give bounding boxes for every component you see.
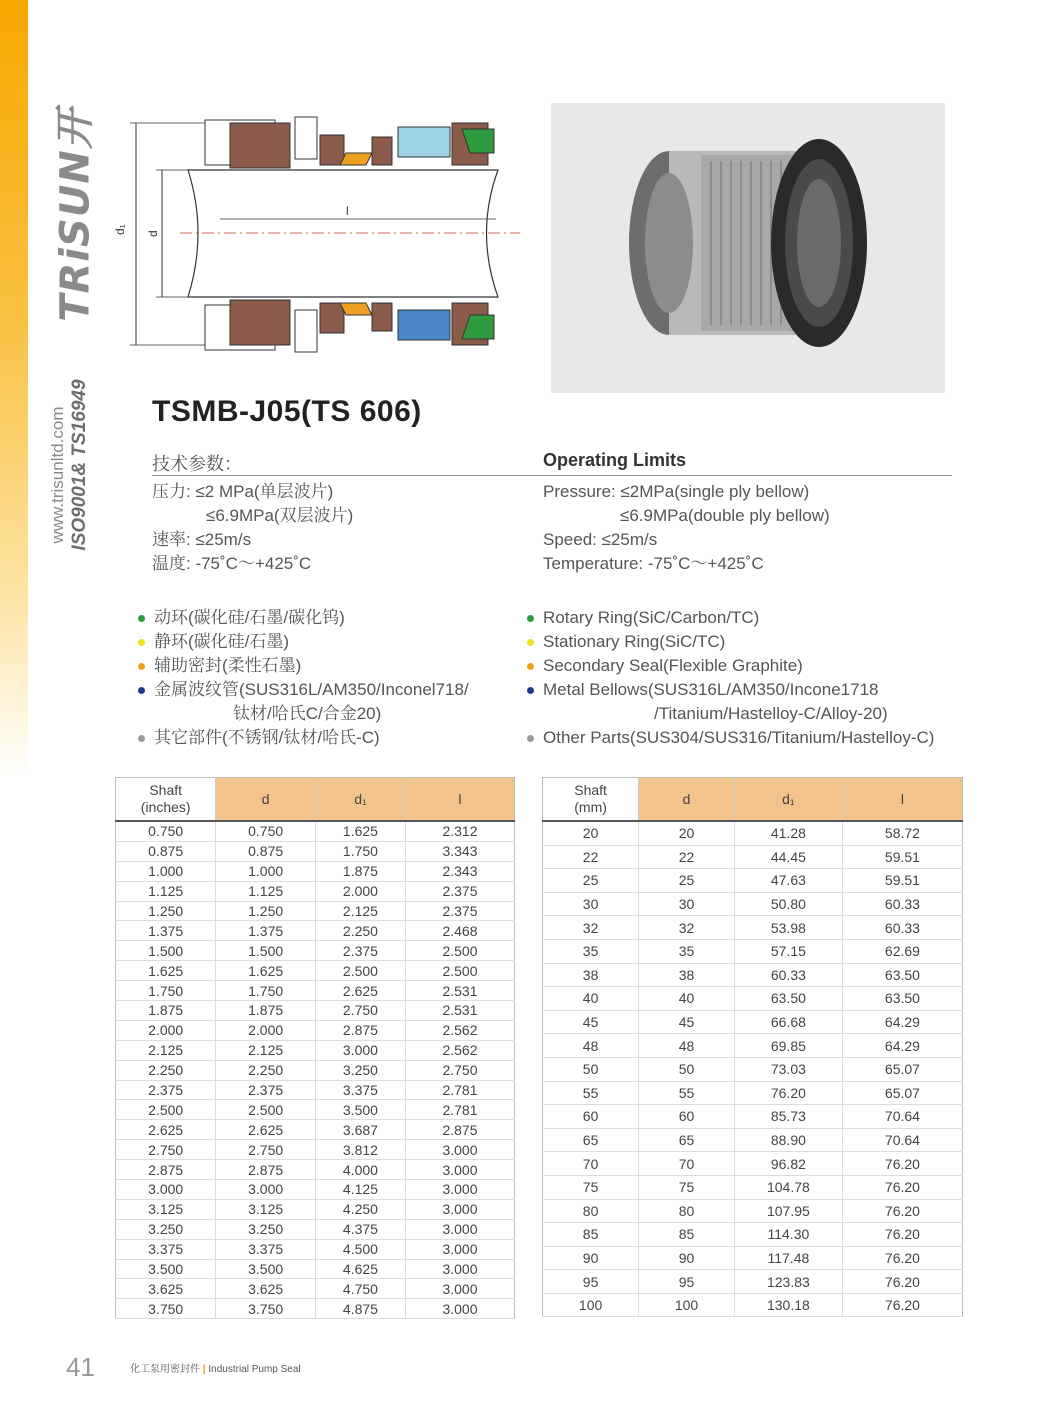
table-row xyxy=(116,1279,515,1299)
material-item: Other Parts(SUS304/SUS316/Titanium/Hastelloy-C) xyxy=(527,726,934,750)
table-cell: 3.000 xyxy=(405,1140,514,1160)
table-cell: 2.875 xyxy=(315,1020,405,1040)
table-row xyxy=(116,1140,515,1160)
table-cell: 2.750 xyxy=(216,1140,316,1160)
table-cell: 75 xyxy=(543,1175,639,1199)
table-cell: 3.343 xyxy=(405,841,514,861)
table-cell: 123.83 xyxy=(734,1270,842,1294)
table-cell: 58.72 xyxy=(842,821,962,845)
table-cell: 59.51 xyxy=(842,845,962,869)
table-cell: 3.375 xyxy=(116,1239,216,1259)
footer-separator: | xyxy=(202,1364,206,1375)
table-cell: 1.375 xyxy=(116,921,216,941)
table-cell: 80 xyxy=(543,1199,639,1223)
table-cell: 90 xyxy=(543,1246,639,1270)
footer-cn: 化工泵用密封件 xyxy=(130,1364,200,1375)
table-cell: 76.20 xyxy=(842,1199,962,1223)
table-cell: 2.125 xyxy=(116,1040,216,1060)
dimension-table-inches xyxy=(115,777,515,1319)
table-cell: 3.750 xyxy=(216,1299,316,1319)
table-cell: 73.03 xyxy=(734,1057,842,1081)
table-cell: 3.000 xyxy=(405,1279,514,1299)
table-cell: 3.625 xyxy=(116,1279,216,1299)
table-cell: 2.781 xyxy=(405,1100,514,1120)
table-cell: 44.45 xyxy=(734,845,842,869)
table-cell: 1.875 xyxy=(315,861,405,881)
col-d: d xyxy=(216,778,316,822)
table-row xyxy=(116,1160,515,1180)
table-cell: 60.33 xyxy=(842,916,962,940)
table-row xyxy=(543,1034,963,1058)
table-cell: 3.250 xyxy=(315,1060,405,1080)
table-cell: 65.07 xyxy=(842,1081,962,1105)
table-cell: 100 xyxy=(639,1293,735,1317)
table-cell: 2.375 xyxy=(116,1080,216,1100)
table-cell: 2.531 xyxy=(405,1001,514,1021)
table-cell: 1.750 xyxy=(315,841,405,861)
table-row xyxy=(543,1246,963,1270)
material-item: Secondary Seal(Flexible Graphite) xyxy=(527,654,934,678)
table-cell: 48 xyxy=(639,1034,735,1058)
table-cell: 76.20 xyxy=(842,1175,962,1199)
table-cell: 2.375 xyxy=(216,1080,316,1100)
table-cell: 1.625 xyxy=(216,961,316,981)
table-cell: 70.64 xyxy=(842,1128,962,1152)
table-cell: 47.63 xyxy=(734,869,842,893)
table-cell: 45 xyxy=(543,1010,639,1034)
table-cell: 2.750 xyxy=(116,1140,216,1160)
table-cell: 41.28 xyxy=(734,821,842,845)
table-cell: 1.000 xyxy=(116,861,216,881)
table-cell: 3.375 xyxy=(216,1239,316,1259)
table-row xyxy=(116,1219,515,1239)
table-cell: 3.000 xyxy=(405,1259,514,1279)
table-row xyxy=(116,981,515,1001)
bullet-dot-icon xyxy=(138,639,145,646)
page-number: 41 xyxy=(66,1352,95,1382)
table-cell: 2.250 xyxy=(116,1060,216,1080)
table-cell: 22 xyxy=(639,845,735,869)
table-row xyxy=(116,1001,515,1021)
table-cell: 2.468 xyxy=(405,921,514,941)
table-row xyxy=(116,921,515,941)
table-row xyxy=(543,1223,963,1247)
table-cell: 130.18 xyxy=(734,1293,842,1317)
table-row xyxy=(543,1057,963,1081)
table-cell: 1.125 xyxy=(216,881,316,901)
table-cell: 38 xyxy=(639,963,735,987)
table-cell: 85.73 xyxy=(734,1105,842,1129)
footer-en: Industrial Pump Seal xyxy=(208,1364,301,1375)
table-cell: 1.125 xyxy=(116,881,216,901)
table-cell: 38 xyxy=(543,963,639,987)
table-cell: 3.000 xyxy=(405,1199,514,1219)
table-cell: 1.875 xyxy=(216,1001,316,1021)
col-d1: d₁ xyxy=(734,778,842,822)
material-item: 金属波纹管(SUS316L/AM350/Inconel718/ xyxy=(138,678,469,702)
brand-block xyxy=(42,108,102,570)
table-cell: 2.000 xyxy=(216,1020,316,1040)
table-row xyxy=(116,1020,515,1040)
side-color-band xyxy=(0,0,28,780)
table-cell: 4.500 xyxy=(315,1239,405,1259)
table-cell: 1.000 xyxy=(216,861,316,881)
table-cell: 3.125 xyxy=(116,1199,216,1219)
material-item: 静环(碳化硅/石墨) xyxy=(138,630,469,654)
table-cell: 3.250 xyxy=(216,1219,316,1239)
table-cell: 3.000 xyxy=(405,1180,514,1200)
table-cell: 70 xyxy=(543,1152,639,1176)
material-item-continued: 钛材/哈氏C/合金20) xyxy=(233,704,382,723)
table-row xyxy=(116,1259,515,1279)
table-cell: 35 xyxy=(639,939,735,963)
table-cell: 3.625 xyxy=(216,1279,316,1299)
label-d: d xyxy=(146,230,160,237)
bullet-dot-icon xyxy=(527,639,534,646)
table-row xyxy=(116,961,515,981)
table-cell: 4.000 xyxy=(315,1160,405,1180)
table-cell: 62.69 xyxy=(842,939,962,963)
table-cell: 2.000 xyxy=(315,881,405,901)
material-item: Metal Bellows(SUS316L/AM350/Incone1718 xyxy=(527,678,934,702)
table-cell: 25 xyxy=(639,869,735,893)
table-cell: 2.375 xyxy=(405,901,514,921)
table-cell: 64.29 xyxy=(842,1010,962,1034)
table-cell: 65.07 xyxy=(842,1057,962,1081)
table-row xyxy=(543,1010,963,1034)
table-cell: 114.30 xyxy=(734,1223,842,1247)
table-cell: 75 xyxy=(639,1175,735,1199)
table-row xyxy=(543,1293,963,1317)
table-cell: 57.15 xyxy=(734,939,842,963)
bullet-dot-icon xyxy=(527,615,534,622)
table-cell: 117.48 xyxy=(734,1246,842,1270)
table-cell: 2.750 xyxy=(405,1060,514,1080)
table-row xyxy=(116,1120,515,1140)
table-cell: 3.000 xyxy=(405,1239,514,1259)
table-cell: 76.20 xyxy=(842,1293,962,1317)
dimension-table-mm xyxy=(542,777,963,1317)
table-cell: 2.562 xyxy=(405,1020,514,1040)
label-l: l xyxy=(346,204,349,218)
params-cn-list xyxy=(152,480,353,576)
table-cell: 25 xyxy=(543,869,639,893)
table-row xyxy=(116,901,515,921)
section-divider xyxy=(152,475,952,476)
table-cell: 85 xyxy=(543,1223,639,1247)
params-en-list xyxy=(543,480,830,576)
table-row xyxy=(543,1105,963,1129)
table-cell: 20 xyxy=(543,821,639,845)
bullet-dot-icon xyxy=(527,663,534,670)
material-item: Rotary Ring(SiC/Carbon/TC) xyxy=(527,606,934,630)
table-cell: 0.750 xyxy=(116,821,216,841)
table-row xyxy=(116,861,515,881)
table-cell: 53.98 xyxy=(734,916,842,940)
table-cell: 60.33 xyxy=(842,892,962,916)
table-cell: 3.000 xyxy=(405,1219,514,1239)
table-cell: 65 xyxy=(543,1128,639,1152)
table-cell: 3.375 xyxy=(315,1080,405,1100)
table-cell: 2.500 xyxy=(315,961,405,981)
table-cell: 0.750 xyxy=(216,821,316,841)
table-cell: 65 xyxy=(639,1128,735,1152)
table-cell: 1.750 xyxy=(116,981,216,1001)
table-cell: 2.500 xyxy=(216,1100,316,1120)
table-row xyxy=(116,841,515,861)
label-d1: d₁ xyxy=(113,224,127,235)
footer-section-label xyxy=(130,1360,301,1375)
table-body xyxy=(543,821,963,1317)
table-cell: 0.875 xyxy=(216,841,316,861)
table-cell: 104.78 xyxy=(734,1175,842,1199)
material-item-continued: /Titanium/Hastelloy-C/Alloy-20) xyxy=(654,704,888,723)
table-cell: 2.375 xyxy=(405,881,514,901)
table-row xyxy=(543,963,963,987)
col-shaft-inches: Shaft (inches) xyxy=(116,778,216,822)
table-cell: 3.500 xyxy=(116,1259,216,1279)
material-item: 其它部件(不锈钢/钛材/哈氏-C) xyxy=(138,726,469,750)
table-cell: 2.625 xyxy=(315,981,405,1001)
table-row xyxy=(116,1180,515,1200)
table-cell: 3.750 xyxy=(116,1299,216,1319)
table-cell: 90 xyxy=(639,1246,735,1270)
table-cell: 30 xyxy=(639,892,735,916)
table-cell: 3.000 xyxy=(405,1160,514,1180)
table-cell: 85 xyxy=(639,1223,735,1247)
params-heading-cn: 技术参数： xyxy=(152,454,242,474)
table-row xyxy=(116,1239,515,1259)
col-l: l xyxy=(842,778,962,822)
table-cell: 45 xyxy=(639,1010,735,1034)
table-cell: 2.625 xyxy=(116,1120,216,1140)
table-row xyxy=(543,1199,963,1223)
seal-product-photo xyxy=(551,103,945,393)
table-cell: 2.625 xyxy=(216,1120,316,1140)
table-row xyxy=(543,916,963,940)
col-shaft-mm: Shaft (mm) xyxy=(543,778,639,822)
bullet-dot-icon xyxy=(138,663,145,670)
table-cell: 3.500 xyxy=(216,1259,316,1279)
table-cell: 32 xyxy=(639,916,735,940)
table-cell: 107.95 xyxy=(734,1199,842,1223)
table-cell: 4.750 xyxy=(315,1279,405,1299)
param-pressure-en-2: ≤6.9MPa(double ply bellow) xyxy=(620,506,830,525)
table-row xyxy=(116,1299,515,1319)
param-temperature-en: Temperature: -75˚C～+425˚C xyxy=(543,554,764,573)
table-cell: 2.343 xyxy=(405,861,514,881)
table-cell: 63.50 xyxy=(842,963,962,987)
table-cell: 2.500 xyxy=(405,941,514,961)
bullet-dot-icon xyxy=(527,735,534,742)
table-cell: 66.68 xyxy=(734,1010,842,1034)
table-cell: 2.312 xyxy=(405,821,514,841)
material-item: Stationary Ring(SiC/TC) xyxy=(527,630,934,654)
table-cell: 22 xyxy=(543,845,639,869)
table-row xyxy=(543,1128,963,1152)
iso-certification: ISO9001& TS16949 xyxy=(69,379,90,551)
table-row xyxy=(543,987,963,1011)
materials-en-list xyxy=(527,606,934,750)
table-row xyxy=(543,939,963,963)
table-row xyxy=(543,869,963,893)
table-cell: 1.875 xyxy=(116,1001,216,1021)
table-cell: 0.875 xyxy=(116,841,216,861)
table-cell: 2.781 xyxy=(405,1080,514,1100)
website-link[interactable]: www.trisunltd.com xyxy=(48,406,67,544)
table-cell: 70 xyxy=(639,1152,735,1176)
table-cell: 2.875 xyxy=(216,1160,316,1180)
table-cell: 2.531 xyxy=(405,981,514,1001)
param-pressure-en: Pressure: ≤2MPa(single ply bellow) xyxy=(543,482,810,501)
table-cell: 4.375 xyxy=(315,1219,405,1239)
table-cell: 48 xyxy=(543,1034,639,1058)
table-row xyxy=(116,1040,515,1060)
table-row xyxy=(543,1175,963,1199)
materials-cn-list xyxy=(138,606,469,750)
table-cell: 88.90 xyxy=(734,1128,842,1152)
table-cell: 40 xyxy=(543,987,639,1011)
table-cell: 80 xyxy=(639,1199,735,1223)
table-cell: 1.500 xyxy=(216,941,316,961)
table-cell: 76.20 xyxy=(842,1270,962,1294)
table-cell: 2.250 xyxy=(216,1060,316,1080)
table-cell: 1.375 xyxy=(216,921,316,941)
table-cell: 2.750 xyxy=(315,1001,405,1021)
table-cell: 2.875 xyxy=(405,1120,514,1140)
table-cell: 2.250 xyxy=(315,921,405,941)
table-cell: 76.20 xyxy=(842,1152,962,1176)
material-item: 动环(碳化硅/石墨/碳化钨) xyxy=(138,606,469,630)
table-cell: 2.562 xyxy=(405,1040,514,1060)
param-speed-cn: 速率: ≤25m/s xyxy=(152,530,252,549)
bullet-dot-icon xyxy=(138,687,145,694)
table-row xyxy=(543,821,963,845)
table-row xyxy=(116,1060,515,1080)
param-temperature-cn: 温度: -75˚C～+425˚C xyxy=(152,554,312,573)
table-cell: 1.500 xyxy=(116,941,216,961)
table-cell: 20 xyxy=(639,821,735,845)
col-l: l xyxy=(405,778,514,822)
table-body xyxy=(116,821,515,1319)
table-row xyxy=(116,881,515,901)
table-row xyxy=(116,1100,515,1120)
table-cell: 100 xyxy=(543,1293,639,1317)
table-cell: 55 xyxy=(543,1081,639,1105)
table-cell: 63.50 xyxy=(734,987,842,1011)
brand-logo: TRiSUN开 xyxy=(52,108,99,322)
table-cell: 1.625 xyxy=(315,821,405,841)
table-cell: 3.687 xyxy=(315,1120,405,1140)
table-cell: 3.000 xyxy=(315,1040,405,1060)
param-pressure-cn: 压力: ≤2 MPa(单层波片) xyxy=(152,482,334,501)
table-cell: 2.125 xyxy=(216,1040,316,1060)
seal-section-drawing xyxy=(110,105,530,365)
table-cell: 63.50 xyxy=(842,987,962,1011)
table-cell: 2.875 xyxy=(116,1160,216,1180)
param-pressure-cn-2: ≤6.9MPa(双层波片) xyxy=(206,506,354,525)
table-row xyxy=(116,941,515,961)
table-cell: 40 xyxy=(639,987,735,1011)
table-cell: 69.85 xyxy=(734,1034,842,1058)
table-cell: 3.500 xyxy=(315,1100,405,1120)
table-cell: 32 xyxy=(543,916,639,940)
table-cell: 3.000 xyxy=(116,1180,216,1200)
table-cell: 2.125 xyxy=(315,901,405,921)
table-cell: 64.29 xyxy=(842,1034,962,1058)
bullet-dot-icon xyxy=(138,735,145,742)
table-cell: 2.375 xyxy=(315,941,405,961)
table-cell: 35 xyxy=(543,939,639,963)
bullet-dot-icon xyxy=(527,687,534,694)
bullet-dot-icon xyxy=(138,615,145,622)
table-cell: 95 xyxy=(639,1270,735,1294)
table-cell: 30 xyxy=(543,892,639,916)
table-cell: 4.250 xyxy=(315,1199,405,1219)
table-cell: 3.250 xyxy=(116,1219,216,1239)
table-cell: 2.500 xyxy=(116,1100,216,1120)
table-cell: 4.125 xyxy=(315,1180,405,1200)
table-cell: 2.000 xyxy=(116,1020,216,1040)
table-cell: 95 xyxy=(543,1270,639,1294)
table-cell: 1.625 xyxy=(116,961,216,981)
table-cell: 1.250 xyxy=(216,901,316,921)
table-cell: 4.625 xyxy=(315,1259,405,1279)
table-cell: 70.64 xyxy=(842,1105,962,1129)
table-row xyxy=(543,845,963,869)
params-heading-en: Operating Limits xyxy=(543,450,687,470)
table-cell: 1.250 xyxy=(116,901,216,921)
param-speed-en: Speed: ≤25m/s xyxy=(543,530,658,549)
table-row xyxy=(543,1081,963,1105)
table-row xyxy=(543,892,963,916)
table-cell: 60.33 xyxy=(734,963,842,987)
table-row xyxy=(543,1270,963,1294)
table-cell: 50 xyxy=(639,1057,735,1081)
table-cell: 3.812 xyxy=(315,1140,405,1160)
table-cell: 2.500 xyxy=(405,961,514,981)
col-d1: d₁ xyxy=(315,778,405,822)
material-item: 辅助密封(柔性石墨) xyxy=(138,654,469,678)
table-cell: 4.875 xyxy=(315,1299,405,1319)
table-cell: 60 xyxy=(639,1105,735,1129)
table-cell: 3.125 xyxy=(216,1199,316,1219)
table-row xyxy=(116,1080,515,1100)
table-row xyxy=(116,821,515,841)
table-cell: 3.000 xyxy=(216,1180,316,1200)
table-row xyxy=(543,1152,963,1176)
product-title: TSMB-J05(TS 606) xyxy=(152,395,422,428)
table-cell: 76.20 xyxy=(734,1081,842,1105)
table-cell: 60 xyxy=(543,1105,639,1129)
table-cell: 55 xyxy=(639,1081,735,1105)
table-cell: 76.20 xyxy=(842,1223,962,1247)
table-cell: 96.82 xyxy=(734,1152,842,1176)
table-cell: 50.80 xyxy=(734,892,842,916)
table-cell: 3.000 xyxy=(405,1299,514,1319)
col-d: d xyxy=(639,778,735,822)
table-cell: 59.51 xyxy=(842,869,962,893)
table-row xyxy=(116,1199,515,1219)
table-cell: 76.20 xyxy=(842,1246,962,1270)
table-cell: 1.750 xyxy=(216,981,316,1001)
table-cell: 50 xyxy=(543,1057,639,1081)
